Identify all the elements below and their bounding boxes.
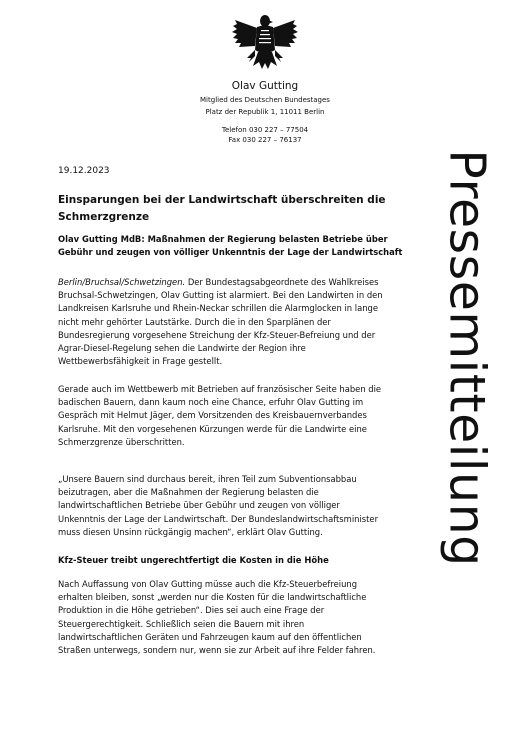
location-dateline: Berlin/Bruchsal/Schwetzingen.: [58, 277, 186, 287]
paragraph-line: „Unsere Bauern sind durchaus bereit, ihren Teil zum Subventionsabbau: [58, 474, 357, 484]
bundestag-eagle-icon: [231, 12, 299, 74]
document-date: 19.12.2023: [58, 166, 110, 176]
paragraph-line: landwirtschaftlichen Betriebe über Gebühr und zeugen von völliger: [58, 500, 340, 511]
paragraph-line: Agrar-Diesel-Regelung sehen die Landwirte der Region ihre: [58, 343, 306, 354]
paragraph-line: Landkreisen Karlsruhe und Rhein-Neckar schrillen die Alarmglocken in lange: [58, 303, 378, 314]
letterhead-address: Platz der Republik 1, 11011 Berlin: [205, 108, 325, 116]
paragraph-line: Nach Auffassung von Olav Gutting müsse auch die Kfz-Steuerbefreiung: [58, 579, 358, 589]
paragraph-1: [58, 276, 408, 368]
letterhead-fax: Fax 030 227 – 76137: [228, 136, 302, 144]
paragraph-2: [58, 383, 408, 449]
paragraph-line: Gespräch mit Helmut Jäger, dem Vorsitzenden des Kreisbauernverbandes: [58, 410, 367, 421]
paragraph-line: Bundesregierung vorgesehene Streichung der Kfz-Steuer-Befreiung und der: [58, 329, 376, 340]
paragraph-line: Schmerzgrenze überschritten.: [58, 436, 185, 447]
side-title-pressemitteilung: Pressemitteilung: [438, 149, 496, 567]
paragraph-line: Produktion in die Höhe getrieben“. Dies sei auch eine Frage der: [58, 605, 325, 616]
side-title-container: [432, 78, 502, 638]
paragraph-line: Straßen unterwegs, sondern nur, wenn sie zur Arbeit auf ihre Felder fahren.: [58, 645, 376, 656]
paragraph-line: Der Bundestagsabgeordnete des Wahlkreises: [185, 277, 379, 287]
paragraph-3-quote: [58, 473, 408, 539]
section-heading: Kfz-Steuer treibt ungerechtfertigt die Kosten in die Höhe: [58, 555, 329, 565]
document-title: [58, 192, 408, 226]
paragraph-line: badischen Bauern, dann kaum noch eine Chance, erfuhr Olav Gutting im: [58, 397, 364, 408]
paragraph-line: muss diesen Unsinn rückgängig machen“, erklärt Olav Gutting.: [58, 526, 323, 537]
letterhead-name: Olav Gutting: [231, 80, 299, 92]
paragraph-line: landwirtschaftlichen Geräten und Fahrzeugen kaum auf den öffentlichen: [58, 631, 362, 642]
paragraph-line: Steuergerechtigkeit. Schließlich seien die Bauern mit ihren: [58, 618, 305, 629]
paragraph-line: erhalten bleiben, sonst „werden nur die Kosten für die landwirtschaftliche: [58, 592, 367, 603]
subtitle-line: Olav Gutting MdB: Maßnahmen der Regierung belasten Betriebe über: [58, 234, 388, 244]
subtitle-line: Gebühr und zeugen von völliger Unkenntnis der Lage der Landwirtschaft: [58, 247, 403, 257]
letterhead-subtitle: Mitglied des Deutschen Bundestages: [200, 96, 330, 104]
paragraph-line: beizutragen, aber die Maßnahmen der Regierung belasten die: [58, 487, 319, 498]
paragraph-line: Unkenntnis der Lage der Landwirtschaft. Der Bundeslandwirtschaftsminister: [58, 513, 379, 524]
paragraph-line: Bruchsal-Schwetzingen, Olav Gutting ist alarmiert. Bei den Landwirten in den: [58, 290, 383, 301]
letterhead-telephone: Telefon 030 227 – 77504: [221, 126, 309, 134]
paragraph-line: Karlsruhe. Mit den vorgesehenen Kürzungen werde für die Landwirte eine: [58, 423, 367, 434]
title-line: Einsparungen bei der Landwirtschaft überschreiten die: [58, 194, 386, 206]
paragraph-line: nicht mehr gehörter Lautstärke. Durch die in den Sparplänen der: [58, 316, 331, 327]
title-line: Schmerzgrenze: [58, 211, 150, 223]
document-subtitle: [58, 233, 408, 259]
paragraph-line: Gerade auch im Wettbewerb mit Betrieben auf französischer Seite haben die: [58, 384, 382, 394]
paragraph-4: [58, 578, 408, 657]
paragraph-line: Wettbewerbsfähigkeit in Frage gestellt.: [58, 356, 223, 367]
